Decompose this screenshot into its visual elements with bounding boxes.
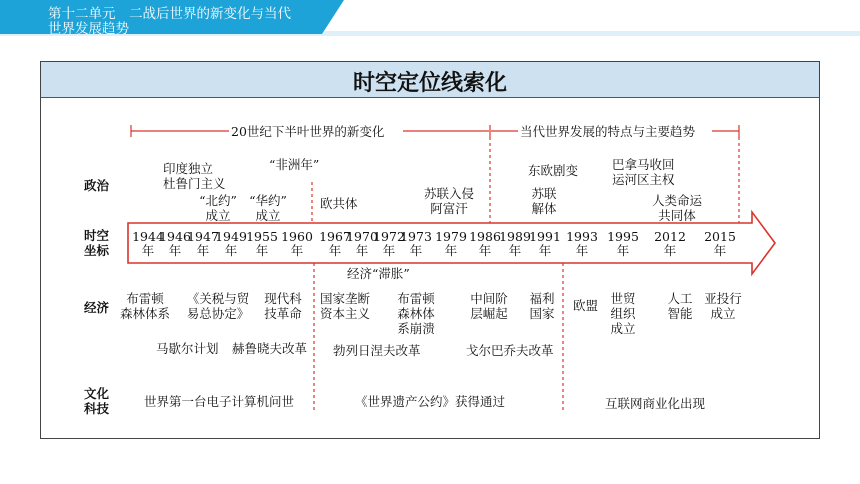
economy-gorbachev-reform: 戈尔巴乔夫改革	[466, 343, 554, 358]
year-label-1991: 1991 年	[529, 229, 561, 258]
header-title-line2: 世界发展趋势	[48, 21, 129, 37]
category-politics: 政治	[84, 178, 110, 193]
economy-brezhnev-reform: 勃列日涅夫改革	[333, 343, 421, 358]
politics-community: 人类命运 共同体	[651, 193, 703, 223]
politics-ec: 欧共体	[320, 196, 358, 211]
category-timeline: 时空 坐标	[84, 228, 110, 258]
economy-marshall-plan: 马歇尔计划	[156, 341, 219, 356]
year-label-2015: 2015 年	[704, 229, 736, 258]
year-label-1972: 1972 年	[373, 229, 405, 258]
economy-middle-class: 中间阶 层崛起	[470, 291, 508, 321]
year-label-1947: 1947 年	[187, 229, 219, 258]
politics-india: 印度独立 杜鲁门主义	[163, 161, 226, 191]
year-label-1979: 1979 年	[435, 229, 467, 258]
economy-khrushchev-reform: 赫鲁晓夫改革	[232, 341, 308, 356]
economy-aiib: 亚投行 成立	[704, 291, 742, 321]
economy-tech-revolution: 现代科 技革命	[264, 291, 302, 321]
category-culture: 文化 科技	[84, 386, 110, 416]
year-label-1955: 1955 年	[246, 229, 278, 258]
year-label-1949: 1949 年	[215, 229, 247, 258]
period-first-label: 20世纪下半叶世界的新变化	[231, 124, 385, 139]
category-economy: 经济	[84, 300, 110, 315]
economy-ai: 人工 智能	[667, 291, 693, 321]
year-label-1989: 1989 年	[499, 229, 531, 258]
economy-bretton-woods: 布雷顿 森林体系	[119, 291, 171, 321]
economy-state-monopoly: 国家垄断 资本主义	[319, 291, 371, 321]
economy-welfare-state: 福利 国家	[529, 291, 555, 321]
year-label-2012: 2012 年	[654, 229, 686, 258]
economy-stagflation: 经济“滞胀”	[347, 266, 410, 281]
politics-afghan: 苏联入侵 阿富汗	[423, 186, 475, 216]
politics-africa: “非洲年”	[269, 157, 320, 172]
culture-internet: 互联网商业化出现	[605, 396, 706, 411]
politics-ussr: 苏联 解体	[531, 186, 557, 216]
economy-bw-collapse: 布雷顿 森林体 系崩溃	[397, 291, 435, 336]
year-label-1995: 1995 年	[607, 229, 639, 258]
year-label-1967: 1967 年	[319, 229, 351, 258]
year-label-1986: 1986 年	[469, 229, 501, 258]
year-label-1993: 1993 年	[566, 229, 598, 258]
culture-computer: 世界第一台电子计算机问世	[144, 394, 295, 409]
year-label-1973: 1973 年	[400, 229, 432, 258]
economy-gatt: 《关税与贸 易总协定》	[186, 291, 250, 321]
year-label-1960: 1960 年	[281, 229, 313, 258]
year-label-1970: 1970 年	[346, 229, 378, 258]
year-label-1944: 1944 年	[132, 229, 164, 258]
diagram-title: 时空定位线索化	[352, 71, 507, 96]
period-second-label: 当代世界发展的特点与主要趋势	[520, 124, 696, 139]
politics-easteu: 东欧剧变	[528, 163, 579, 178]
header-title-line1: 第十二单元 二战后世界的新变化与当代	[48, 6, 291, 22]
politics-nato: “北约” 成立	[199, 193, 237, 223]
politics-warsaw: “华约” 成立	[249, 193, 287, 223]
culture-heritage-convention: 《世界遗产公约》获得通过	[355, 394, 506, 409]
economy-eu: 欧盟	[573, 298, 599, 313]
politics-panama: 巴拿马收回 运河区主权	[612, 157, 675, 187]
year-label-1946: 1946 年	[159, 229, 191, 258]
economy-wto: 世贸 组织 成立	[610, 291, 636, 336]
